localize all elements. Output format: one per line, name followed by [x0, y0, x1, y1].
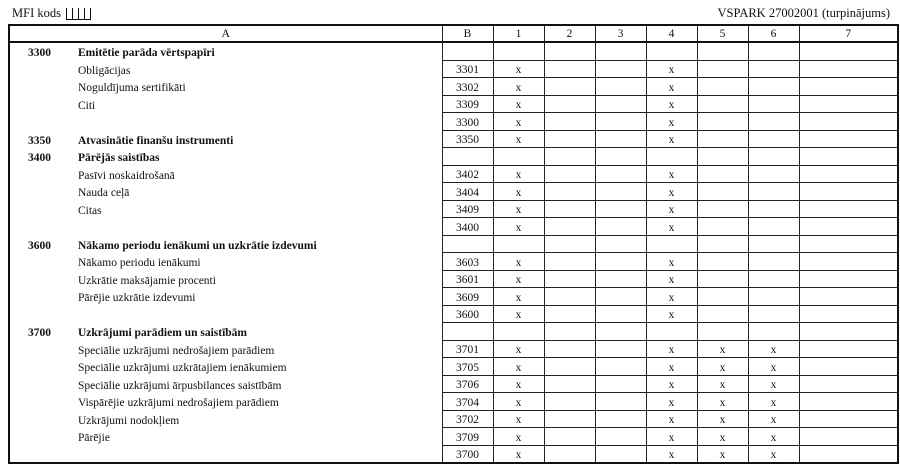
- row-label-cell: [9, 148, 442, 166]
- data-entry-cell[interactable]: [697, 200, 748, 218]
- na-mark-cell: x: [697, 375, 748, 393]
- data-entry-cell[interactable]: [748, 183, 799, 201]
- row-label-cell: [9, 253, 442, 271]
- form-title: VSPARK 27002001 (turpinājums): [717, 6, 890, 20]
- data-entry-cell[interactable]: [748, 270, 799, 288]
- data-entry-cell[interactable]: [595, 218, 646, 236]
- na-mark-cell: x: [493, 428, 544, 446]
- row-code-cell: [442, 235, 493, 253]
- data-entry-cell[interactable]: [595, 253, 646, 271]
- column-header: A: [9, 25, 442, 42]
- data-entry-cell[interactable]: [544, 218, 595, 236]
- data-entry-cell[interactable]: [748, 148, 799, 166]
- data-entry-cell[interactable]: [544, 253, 595, 271]
- table-row: [9, 148, 898, 166]
- table-row: [9, 60, 898, 78]
- na-mark-cell: x: [493, 410, 544, 428]
- data-entry-cell[interactable]: [493, 148, 544, 166]
- row-label-cell: [9, 78, 442, 96]
- data-entry-cell[interactable]: [799, 130, 898, 148]
- data-entry-cell[interactable]: [595, 200, 646, 218]
- table-row: [9, 410, 898, 428]
- row-code-cell: 3705: [442, 358, 493, 376]
- row-label-cell: [9, 42, 442, 60]
- row-code-cell: 3402: [442, 165, 493, 183]
- na-mark-cell: x: [697, 393, 748, 411]
- na-mark-cell: x: [493, 95, 544, 113]
- item-label: Nauda ceļā: [78, 187, 130, 199]
- data-entry-cell[interactable]: [544, 428, 595, 446]
- column-header: 1: [493, 25, 544, 42]
- data-entry-cell[interactable]: [544, 200, 595, 218]
- table-row: [9, 323, 898, 341]
- na-mark-cell: x: [493, 130, 544, 148]
- na-mark-cell: x: [646, 60, 697, 78]
- data-entry-cell[interactable]: [544, 410, 595, 428]
- data-entry-cell[interactable]: [595, 323, 646, 341]
- data-entry-cell[interactable]: [595, 148, 646, 166]
- na-mark-cell: x: [493, 165, 544, 183]
- data-entry-cell[interactable]: [697, 288, 748, 306]
- item-label: Uzkrātie maksājamie procenti: [78, 274, 216, 287]
- row-label-cell: [9, 393, 442, 411]
- na-mark-cell: x: [646, 165, 697, 183]
- section-label: Nākamo periodu ienākumi un uzkrātie izdevumi: [78, 239, 317, 252]
- section-code: 3600: [28, 239, 51, 252]
- data-entry-cell[interactable]: [595, 60, 646, 78]
- row-code-cell: 3709: [442, 428, 493, 446]
- data-entry-cell[interactable]: [544, 340, 595, 358]
- table-row: [9, 270, 898, 288]
- item-label: Citi: [78, 99, 96, 112]
- data-entry-cell[interactable]: [595, 183, 646, 201]
- na-mark-cell: x: [646, 340, 697, 358]
- row-label-cell: [9, 410, 442, 428]
- na-mark-cell: x: [493, 78, 544, 96]
- table-row: [9, 235, 898, 253]
- column-header: 2: [544, 25, 595, 42]
- data-entry-cell[interactable]: [697, 42, 748, 60]
- data-entry-cell[interactable]: [799, 148, 898, 166]
- row-code-cell: 3603: [442, 253, 493, 271]
- na-mark-cell: x: [748, 393, 799, 411]
- column-header: 5: [697, 25, 748, 42]
- table-row: [9, 95, 898, 113]
- data-entry-cell[interactable]: [544, 130, 595, 148]
- row-label-cell: [9, 95, 442, 113]
- data-entry-cell[interactable]: [799, 340, 898, 358]
- row-label-cell: [9, 375, 442, 393]
- section-code: 3400: [28, 152, 51, 164]
- na-mark-cell: x: [646, 218, 697, 236]
- row-code-cell: 3702: [442, 410, 493, 428]
- data-entry-cell[interactable]: [748, 42, 799, 60]
- data-entry-cell[interactable]: [799, 410, 898, 428]
- data-entry-cell[interactable]: [697, 305, 748, 323]
- data-entry-cell[interactable]: [799, 288, 898, 306]
- section-code: 3350: [28, 134, 51, 147]
- table-row: [9, 42, 898, 60]
- na-mark-cell: x: [697, 428, 748, 446]
- data-entry-cell[interactable]: [697, 218, 748, 236]
- table-row: [9, 183, 898, 201]
- na-mark-cell: x: [697, 410, 748, 428]
- na-mark-cell: x: [493, 288, 544, 306]
- na-mark-cell: x: [493, 340, 544, 358]
- data-entry-cell[interactable]: [697, 113, 748, 131]
- item-label: Speciālie uzkrājumi uzkrātajiem ienākumiem: [78, 362, 287, 374]
- data-entry-cell[interactable]: [748, 235, 799, 253]
- table-row: [9, 288, 898, 306]
- data-entry-cell[interactable]: [697, 78, 748, 96]
- data-entry-cell[interactable]: [697, 235, 748, 253]
- na-mark-cell: x: [748, 445, 799, 463]
- mfi-code-box[interactable]: [84, 8, 91, 20]
- na-mark-cell: x: [646, 445, 697, 463]
- data-entry-cell[interactable]: [595, 445, 646, 463]
- column-header-row: [9, 25, 898, 42]
- section-code: 3700: [28, 327, 51, 339]
- item-label: Pārējie uzkrātie izdevumi: [78, 292, 196, 304]
- na-mark-cell: x: [493, 270, 544, 288]
- row-code-cell: 3350: [442, 130, 493, 148]
- data-entry-cell[interactable]: [697, 270, 748, 288]
- data-entry-cell[interactable]: [697, 148, 748, 166]
- data-entry-cell[interactable]: [493, 235, 544, 253]
- data-entry-cell[interactable]: [493, 323, 544, 341]
- na-mark-cell: x: [697, 340, 748, 358]
- data-entry-cell[interactable]: [544, 113, 595, 131]
- data-entry-cell[interactable]: [544, 235, 595, 253]
- item-label: Pasīvi noskaidrošanā: [78, 169, 175, 182]
- na-mark-cell: x: [646, 200, 697, 218]
- na-mark-cell: x: [646, 78, 697, 96]
- data-entry-cell[interactable]: [595, 270, 646, 288]
- table-row: [9, 113, 898, 131]
- na-mark-cell: x: [748, 375, 799, 393]
- data-entry-cell[interactable]: [595, 165, 646, 183]
- data-entry-cell[interactable]: [646, 148, 697, 166]
- column-header: 7: [799, 25, 898, 42]
- data-entry-cell[interactable]: [544, 358, 595, 376]
- data-entry-cell[interactable]: [799, 113, 898, 131]
- data-entry-cell[interactable]: [697, 60, 748, 78]
- data-entry-cell[interactable]: [595, 358, 646, 376]
- column-header: 6: [748, 25, 799, 42]
- data-entry-cell[interactable]: [799, 60, 898, 78]
- table-row: [9, 393, 898, 411]
- data-entry-cell[interactable]: [748, 305, 799, 323]
- data-entry-cell[interactable]: [748, 60, 799, 78]
- item-label: Vispārējie uzkrājumi nedrošajiem parādiem: [78, 397, 279, 409]
- data-entry-cell[interactable]: [544, 305, 595, 323]
- row-label-cell: [9, 305, 442, 323]
- table-row: [9, 165, 898, 183]
- data-entry-cell[interactable]: [697, 95, 748, 113]
- table-row: [9, 78, 898, 96]
- na-mark-cell: x: [493, 253, 544, 271]
- data-entry-cell[interactable]: [595, 305, 646, 323]
- row-code-cell: [442, 42, 493, 60]
- data-entry-cell[interactable]: [799, 445, 898, 463]
- table-row: [9, 253, 898, 271]
- table-row: [9, 428, 898, 446]
- row-code-cell: 3309: [442, 95, 493, 113]
- na-mark-cell: x: [493, 305, 544, 323]
- na-mark-cell: x: [697, 358, 748, 376]
- section-code: 3300: [28, 47, 51, 59]
- data-entry-cell[interactable]: [595, 78, 646, 96]
- data-entry-cell[interactable]: [799, 165, 898, 183]
- data-entry-cell[interactable]: [544, 78, 595, 96]
- table-row: [9, 200, 898, 218]
- row-label-cell: [9, 130, 442, 148]
- data-entry-cell[interactable]: [748, 130, 799, 148]
- section-label: Uzkrājumi parādiem un saistībām: [78, 327, 247, 339]
- na-mark-cell: x: [493, 200, 544, 218]
- report-table: [8, 24, 899, 464]
- data-entry-cell[interactable]: [646, 42, 697, 60]
- data-entry-cell[interactable]: [595, 130, 646, 148]
- section-label: Emitētie parāda vērtspapīri: [78, 47, 215, 59]
- na-mark-cell: x: [493, 445, 544, 463]
- row-label-cell: [9, 113, 442, 131]
- row-code-cell: 3701: [442, 340, 493, 358]
- row-code-cell: 3704: [442, 393, 493, 411]
- na-mark-cell: x: [493, 60, 544, 78]
- na-mark-cell: x: [646, 270, 697, 288]
- row-code-cell: 3409: [442, 200, 493, 218]
- data-entry-cell[interactable]: [544, 148, 595, 166]
- row-label-cell: [9, 428, 442, 446]
- data-entry-cell[interactable]: [544, 288, 595, 306]
- data-entry-cell[interactable]: [493, 42, 544, 60]
- na-mark-cell: x: [493, 183, 544, 201]
- data-entry-cell[interactable]: [544, 445, 595, 463]
- data-entry-cell[interactable]: [697, 165, 748, 183]
- na-mark-cell: x: [646, 410, 697, 428]
- na-mark-cell: x: [646, 183, 697, 201]
- row-code-cell: 3302: [442, 78, 493, 96]
- table-row: [9, 218, 898, 236]
- data-entry-cell[interactable]: [748, 218, 799, 236]
- table-row: [9, 375, 898, 393]
- data-entry-cell[interactable]: [595, 375, 646, 393]
- na-mark-cell: x: [748, 340, 799, 358]
- na-mark-cell: x: [646, 358, 697, 376]
- item-label: Pārējie: [78, 432, 110, 444]
- row-label-cell: [9, 340, 442, 358]
- row-label-cell: [9, 218, 442, 236]
- data-entry-cell[interactable]: [748, 288, 799, 306]
- na-mark-cell: x: [646, 288, 697, 306]
- data-entry-cell[interactable]: [697, 253, 748, 271]
- item-label: Speciālie uzkrājumi ārpusbilances saistībām: [78, 379, 282, 392]
- item-label: Obligācijas: [78, 64, 131, 77]
- row-label-cell: [9, 235, 442, 253]
- na-mark-cell: x: [646, 393, 697, 411]
- column-header: B: [442, 25, 493, 42]
- row-label-cell: [9, 445, 442, 463]
- column-header: 4: [646, 25, 697, 42]
- data-entry-cell[interactable]: [544, 60, 595, 78]
- data-entry-cell[interactable]: [595, 428, 646, 446]
- na-mark-cell: x: [646, 130, 697, 148]
- row-code-cell: 3300: [442, 113, 493, 131]
- row-label-cell: [9, 270, 442, 288]
- na-mark-cell: x: [646, 428, 697, 446]
- table-row: [9, 358, 898, 376]
- data-entry-cell[interactable]: [595, 288, 646, 306]
- data-entry-cell[interactable]: [748, 113, 799, 131]
- mfi-code-input-boxes[interactable]: [66, 6, 91, 20]
- data-entry-cell[interactable]: [748, 78, 799, 96]
- data-entry-cell[interactable]: [697, 323, 748, 341]
- data-entry-cell[interactable]: [799, 428, 898, 446]
- data-entry-cell[interactable]: [544, 393, 595, 411]
- data-entry-cell[interactable]: [595, 410, 646, 428]
- row-code-cell: 3700: [442, 445, 493, 463]
- data-entry-cell[interactable]: [799, 375, 898, 393]
- data-entry-cell[interactable]: [799, 183, 898, 201]
- mfi-code-text: MFI kods: [12, 6, 61, 20]
- row-code-cell: 3706: [442, 375, 493, 393]
- row-label-cell: [9, 183, 442, 201]
- na-mark-cell: x: [493, 393, 544, 411]
- na-mark-cell: x: [493, 375, 544, 393]
- data-entry-cell[interactable]: [799, 78, 898, 96]
- row-code-cell: [442, 148, 493, 166]
- row-code-cell: 3400: [442, 218, 493, 236]
- row-code-cell: 3601: [442, 270, 493, 288]
- row-label-cell: [9, 288, 442, 306]
- table-row: [9, 340, 898, 358]
- row-label-cell: [9, 358, 442, 376]
- row-code-cell: 3404: [442, 183, 493, 201]
- data-entry-cell[interactable]: [799, 323, 898, 341]
- data-entry-cell[interactable]: [697, 183, 748, 201]
- mfi-code-label: [12, 6, 91, 20]
- data-entry-cell[interactable]: [595, 235, 646, 253]
- na-mark-cell: x: [748, 410, 799, 428]
- table-row: [9, 445, 898, 463]
- na-mark-cell: x: [646, 375, 697, 393]
- row-code-cell: 3600: [442, 305, 493, 323]
- row-label-cell: [9, 60, 442, 78]
- data-entry-cell[interactable]: [544, 42, 595, 60]
- table-row: [9, 130, 898, 148]
- na-mark-cell: x: [748, 428, 799, 446]
- row-label-cell: [9, 200, 442, 218]
- row-label-cell: [9, 323, 442, 341]
- na-mark-cell: x: [646, 113, 697, 131]
- data-entry-cell[interactable]: [544, 375, 595, 393]
- column-header: 3: [595, 25, 646, 42]
- data-entry-cell[interactable]: [748, 323, 799, 341]
- data-entry-cell[interactable]: [799, 42, 898, 60]
- data-entry-cell[interactable]: [748, 165, 799, 183]
- data-entry-cell[interactable]: [697, 130, 748, 148]
- data-entry-cell[interactable]: [799, 305, 898, 323]
- data-entry-cell[interactable]: [799, 235, 898, 253]
- data-entry-cell[interactable]: [748, 95, 799, 113]
- data-entry-cell[interactable]: [595, 340, 646, 358]
- na-mark-cell: x: [646, 95, 697, 113]
- na-mark-cell: x: [493, 218, 544, 236]
- data-entry-cell[interactable]: [748, 200, 799, 218]
- item-label: Speciālie uzkrājumi nedrošajiem parādiem: [78, 344, 275, 357]
- data-entry-cell[interactable]: [799, 200, 898, 218]
- data-entry-cell[interactable]: [748, 253, 799, 271]
- data-entry-cell[interactable]: [595, 113, 646, 131]
- na-mark-cell: x: [646, 305, 697, 323]
- data-entry-cell[interactable]: [595, 42, 646, 60]
- item-label: Nākamo periodu ienākumi: [78, 257, 201, 269]
- row-code-cell: 3609: [442, 288, 493, 306]
- na-mark-cell: x: [646, 253, 697, 271]
- data-entry-cell[interactable]: [544, 95, 595, 113]
- data-entry-cell[interactable]: [544, 270, 595, 288]
- data-entry-cell[interactable]: [799, 270, 898, 288]
- item-label: Uzkrājumi nodokļiem: [78, 414, 180, 427]
- section-label: Atvasinātie finanšu instrumenti: [78, 134, 234, 147]
- data-entry-cell[interactable]: [646, 323, 697, 341]
- data-entry-cell[interactable]: [799, 95, 898, 113]
- na-mark-cell: x: [697, 445, 748, 463]
- data-entry-cell[interactable]: [799, 358, 898, 376]
- data-entry-cell[interactable]: [799, 218, 898, 236]
- data-entry-cell[interactable]: [544, 323, 595, 341]
- row-code-cell: 3301: [442, 60, 493, 78]
- row-label-cell: [9, 165, 442, 183]
- item-label: Citas: [78, 204, 102, 217]
- section-label: Pārējās saistības: [78, 152, 160, 164]
- data-entry-cell[interactable]: [544, 165, 595, 183]
- na-mark-cell: x: [493, 358, 544, 376]
- data-entry-cell[interactable]: [544, 183, 595, 201]
- data-entry-cell[interactable]: [799, 393, 898, 411]
- table-row: [9, 305, 898, 323]
- data-entry-cell[interactable]: [799, 253, 898, 271]
- row-code-cell: [442, 323, 493, 341]
- data-entry-cell[interactable]: [595, 95, 646, 113]
- na-mark-cell: x: [748, 358, 799, 376]
- data-entry-cell[interactable]: [646, 235, 697, 253]
- na-mark-cell: x: [493, 113, 544, 131]
- data-entry-cell[interactable]: [595, 393, 646, 411]
- table-body: [9, 42, 898, 463]
- item-label: Noguldījuma sertifikāti: [78, 82, 186, 94]
